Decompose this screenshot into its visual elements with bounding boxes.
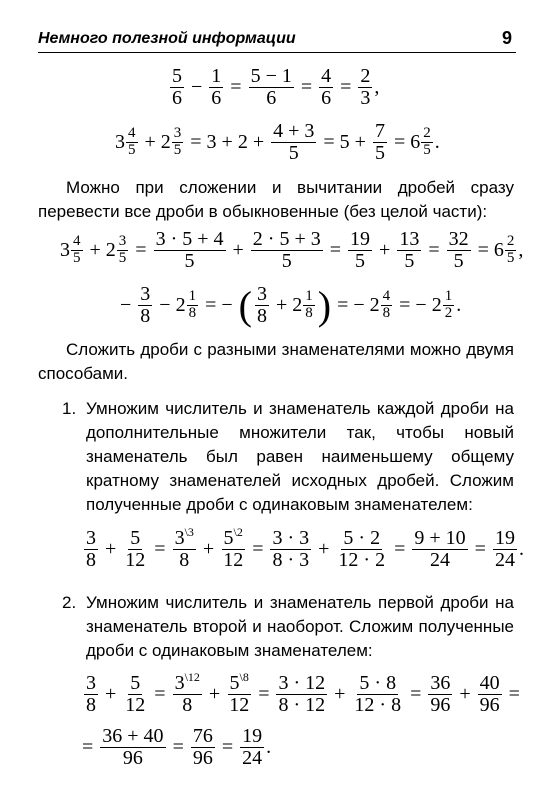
mixed-number: 2 $\frac{3}{5}$ — [105, 233, 127, 266]
formula-5: $\frac{3}{8}$ + $\frac{5}{12}$ = $\frac{3^{\backslash 3}}{8}$ + $\frac{5^{\backslash 2}}{12}$ = $\frac{3 \cdot 3}{8 \cdot 3}$ + $\frac{5 \cdot 2}{12 \cdot 2}$ = $\frac{9 + 10}{24}$ = $\frac{19}{24}$ . — [86, 524, 524, 571]
fraction: $\frac{3^{\backslash 12}}{8}$ — [174, 669, 200, 716]
fraction: $\frac{5 \cdot 2}{12 \cdot 2}$ — [338, 527, 386, 571]
mixed-number: 2 $\frac{1}{2}$ — [431, 288, 453, 321]
fraction: $\frac{3}{8}$ — [86, 672, 96, 716]
list-item-number: 2. — [62, 593, 77, 612]
fraction: $\frac{7}{5}$ — [374, 120, 385, 164]
fraction: $\frac{2 \cdot 5 + 3}{5}$ — [252, 228, 321, 272]
fraction: $\frac{5^{\backslash 2}}{12}$ — [223, 524, 244, 571]
fraction: $\frac{40}{96}$ — [479, 672, 500, 716]
mixed-number: 2 $\frac{1}{8}$ — [175, 288, 197, 321]
paragraph-1: Можно при сложении и вычитании дробей сразу перевести все дроби в обыкновенные (без целой части): — [38, 178, 514, 221]
fraction: $\frac{5 - 1}{6}$ — [250, 65, 292, 109]
mixed-number: 6 $\frac{2}{5}$ — [493, 233, 515, 266]
fraction: $\frac{3 \cdot 5 + 4}{5}$ — [155, 228, 224, 272]
fraction: $\frac{2}{3}$ — [360, 65, 371, 109]
right-paren: ) — [317, 282, 332, 328]
fraction: $\frac{36}{96}$ — [430, 672, 451, 716]
fraction: $\frac{5}{12}$ — [125, 527, 146, 571]
formula-3: 3 $\frac{4}{5}$ + 2 $\frac{3}{5}$ = $\frac{3 \cdot 5 + 4}{5}$ + $\frac{2 \cdot 5 + 3}{5}$ = $\frac{19}{5}$ + $\frac{13}{5}$ = $\frac{32}{5}$ = 6 $\frac{2}{5}$ , — [60, 228, 524, 272]
fraction: $\frac{32}{5}$ — [448, 228, 469, 272]
formula-7: = $\frac{36 + 40}{96}$ = $\frac{76}{96}$ = $\frac{19}{24}$ . — [82, 725, 272, 769]
page-header — [38, 26, 516, 53]
fraction: $\frac{76}{96}$ — [192, 725, 213, 769]
mixed-number: 2 $\frac{1}{8}$ — [292, 288, 313, 321]
fraction: $\frac{3}{8}$ — [86, 527, 96, 571]
fraction: $\frac{3}{8}$ — [140, 283, 151, 327]
formula-1: $\frac{5}{6}$ − $\frac{1}{6}$ = $\frac{5 - 1}{6}$ = $\frac{4}{6}$ = $\frac{2}{3}$ , — [172, 65, 380, 109]
running-title: Немного полезной информации — [38, 30, 296, 47]
fraction: $\frac{36 + 40}{96}$ — [102, 725, 164, 769]
mixed-number: 3 $\frac{4}{5}$ — [60, 233, 81, 266]
page-number: 9 — [501, 28, 512, 48]
fraction: $\frac{19}{5}$ — [350, 228, 371, 272]
list-item-text: Умножим числитель и знаменатель первой дроби на знаменатель второй и наоборот. Сложим полученные дроби с одинаковым знаменателем: — [86, 593, 514, 660]
list-item — [62, 591, 514, 663]
fraction: $\frac{9 + 10}{24}$ — [414, 527, 466, 571]
fraction: $\frac{5}{12}$ — [125, 672, 146, 716]
fraction: $\frac{4}{6}$ — [321, 65, 332, 109]
paragraph-2: Сложить дроби с разными знаменателями можно двумя способами. — [38, 340, 514, 383]
formula-2: 3 $\frac{4}{5}$ + 2 $\frac{3}{5}$ = 3 + 2 + $\frac{4 + 3}{5}$ = 5 + $\frac{7}{5}$ = 6 $\frac{2}{5}$ . — [115, 120, 440, 164]
fraction: $\frac{4 + 3}{5}$ — [273, 120, 315, 164]
fraction: $\frac{19}{24}$ — [494, 527, 515, 571]
fraction: $\frac{3 \cdot 3}{8 \cdot 3}$ — [272, 527, 310, 571]
mixed-number: 2 $\frac{3}{5}$ — [160, 125, 182, 158]
fraction: $\frac{3}{8}$ — [256, 283, 267, 327]
formula-6: $\frac{3}{8}$ + $\frac{5}{12}$ = $\frac{3^{\backslash 12}}{8}$ + $\frac{5^{\backslash 8}}{12}$ = $\frac{3 \cdot 12}{8 \cdot 12}$ + $\frac{5 \cdot 8}{12 \cdot 8}$ = $\frac{36}{96}$ + $\frac{40}{96}$ = — [86, 669, 520, 716]
fraction: $\frac{5^{\backslash 8}}{12}$ — [229, 669, 250, 716]
fraction: $\frac{3^{\backslash 3}}{8}$ — [174, 524, 194, 571]
formula-4: − $\frac{3}{8}$ − 2 $\frac{1}{8}$ = − ( $\frac{3}{8}$ + 2 $\frac{1}{8}$ ) = − 2 $\frac{4}{8}$ = − 2 $\frac{1}{2}$ . — [120, 282, 462, 328]
fraction: $\frac{5 \cdot 8}{12 \cdot 8}$ — [354, 672, 402, 716]
mixed-number: 3 $\frac{4}{5}$ — [115, 125, 136, 158]
fraction: $\frac{3 \cdot 12}{8 \cdot 12}$ — [278, 672, 326, 716]
mixed-number: 6 $\frac{2}{5}$ — [410, 125, 431, 158]
list-item-number: 1. — [62, 399, 77, 418]
list-item — [62, 397, 514, 517]
fraction: $\frac{1}{6}$ — [211, 65, 222, 109]
list-item-text: Умножим числитель и знаменатель каждой дроби на дополнительные множители так, чтобы новый знаменатель был равен наименьшему общему кратному знаменателей исходных дробей. Сложим полученные дроби с одинаковым знаменателем: — [86, 399, 514, 514]
fraction: $\frac{5}{6}$ — [172, 65, 182, 109]
mixed-number: 2 $\frac{4}{8}$ — [369, 288, 391, 321]
fraction: $\frac{13}{5}$ — [399, 228, 420, 272]
left-paren: ( — [238, 282, 252, 328]
fraction: $\frac{19}{24}$ — [242, 725, 263, 769]
